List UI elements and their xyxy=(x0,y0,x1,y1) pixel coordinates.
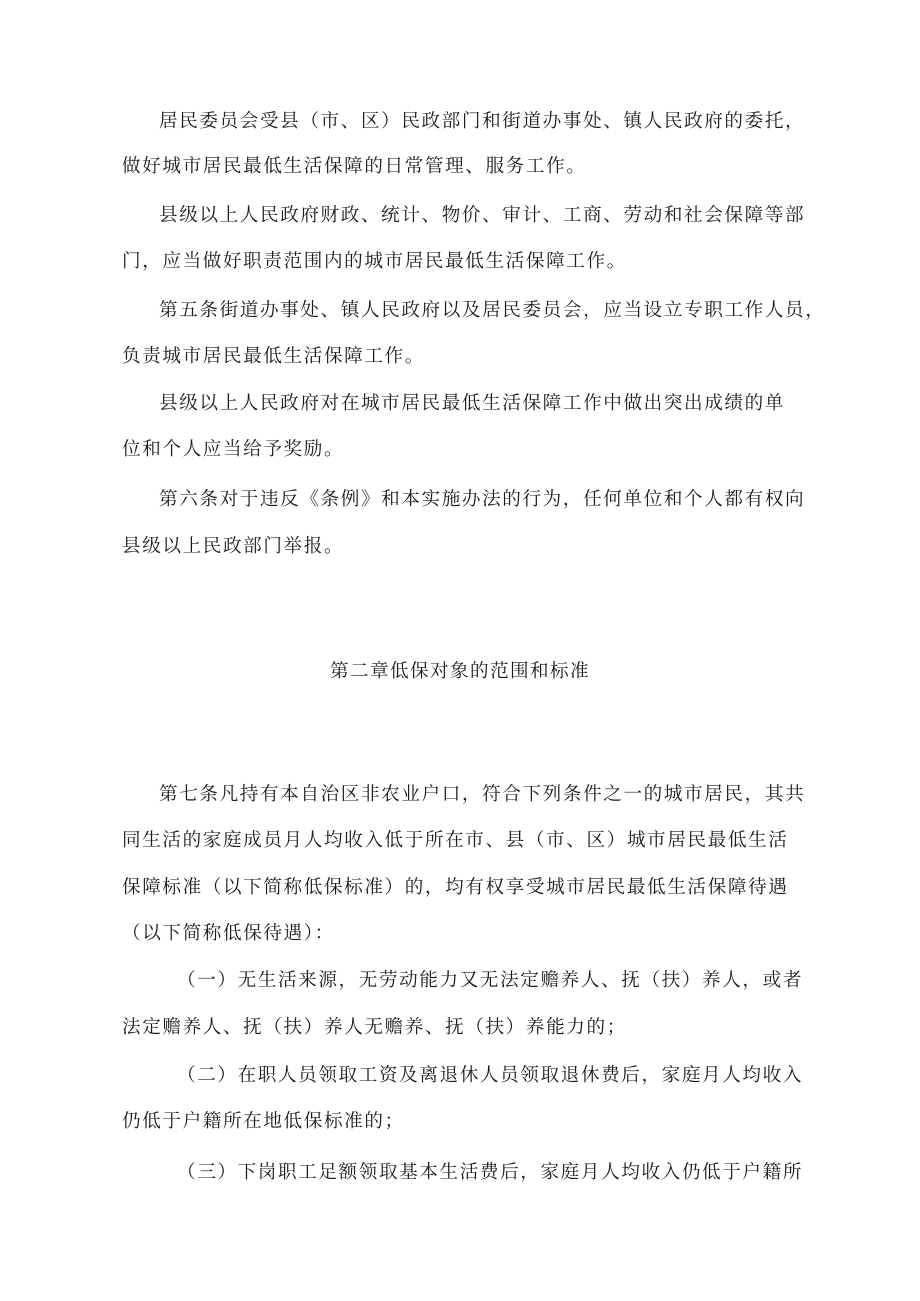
paragraph-line: 居民委员会受县（市、区）民政部门和街道办事处、镇人民政府的委托， xyxy=(159,111,806,132)
list-item-line: （一）无生活来源，无劳动能力又无法定赡养人、抚（扶）养人，或者 xyxy=(177,970,804,991)
paragraph-line: 门，应当做好职责范围内的城市居民最低生活保障工作。 xyxy=(122,251,627,272)
paragraph-line: 保障标准（以下简称低保标准）的，均有权享受城市居民最低生活保障待遇 xyxy=(122,877,789,898)
list-item-line: 法定赡养人、抚（扶）养人无赡养、抚（扶）养能力的； xyxy=(122,1017,627,1038)
paragraph-line: 位和个人应当给予奖励。 xyxy=(122,439,345,460)
paragraph-line: 第六条对于违反《条例》和本实施办法的行为，任何单位和个人都有权向 xyxy=(159,489,806,510)
list-item-line: （三）下岗职工足额领取基本生活费后，家庭月人均收入仍低于户籍所 xyxy=(177,1162,804,1183)
paragraph-line: 县级以上人民政府财政、统计、物价、审计、工商、劳动和社会保障等部 xyxy=(159,205,806,226)
list-item-line: 仍低于户籍所在地低保标准的； xyxy=(122,1111,405,1132)
paragraph-line: 第五条街道办事处、镇人民政府以及居民委员会，应当设立专职工作人员， xyxy=(159,300,826,321)
paragraph-line: 做好城市居民最低生活保障的日常管理、服务工作。 xyxy=(122,156,587,177)
paragraph-line: 同生活的家庭成员月人均收入低于所在市、县（市、区）城市居民最低生活 xyxy=(122,830,789,851)
paragraph-line: 负责城市居民最低生活保障工作。 xyxy=(122,346,425,367)
paragraph-line: 县级以上人民政府对在城市居民最低生活保障工作中做出突出成绩的单 xyxy=(159,393,786,414)
paragraph-line: 第七条凡持有本自治区非农业户口，符合下列条件之一的城市居民，其共 xyxy=(159,784,806,805)
list-item-line: （二）在职人员领取工资及离退休人员领取退休费后，家庭月人均收入 xyxy=(177,1065,804,1086)
chapter-title: 第二章低保对象的范围和标准 xyxy=(330,661,590,682)
paragraph-line: 县级以上民政部门举报。 xyxy=(122,536,345,557)
paragraph-line: （以下简称低保待遇）： xyxy=(122,923,335,944)
